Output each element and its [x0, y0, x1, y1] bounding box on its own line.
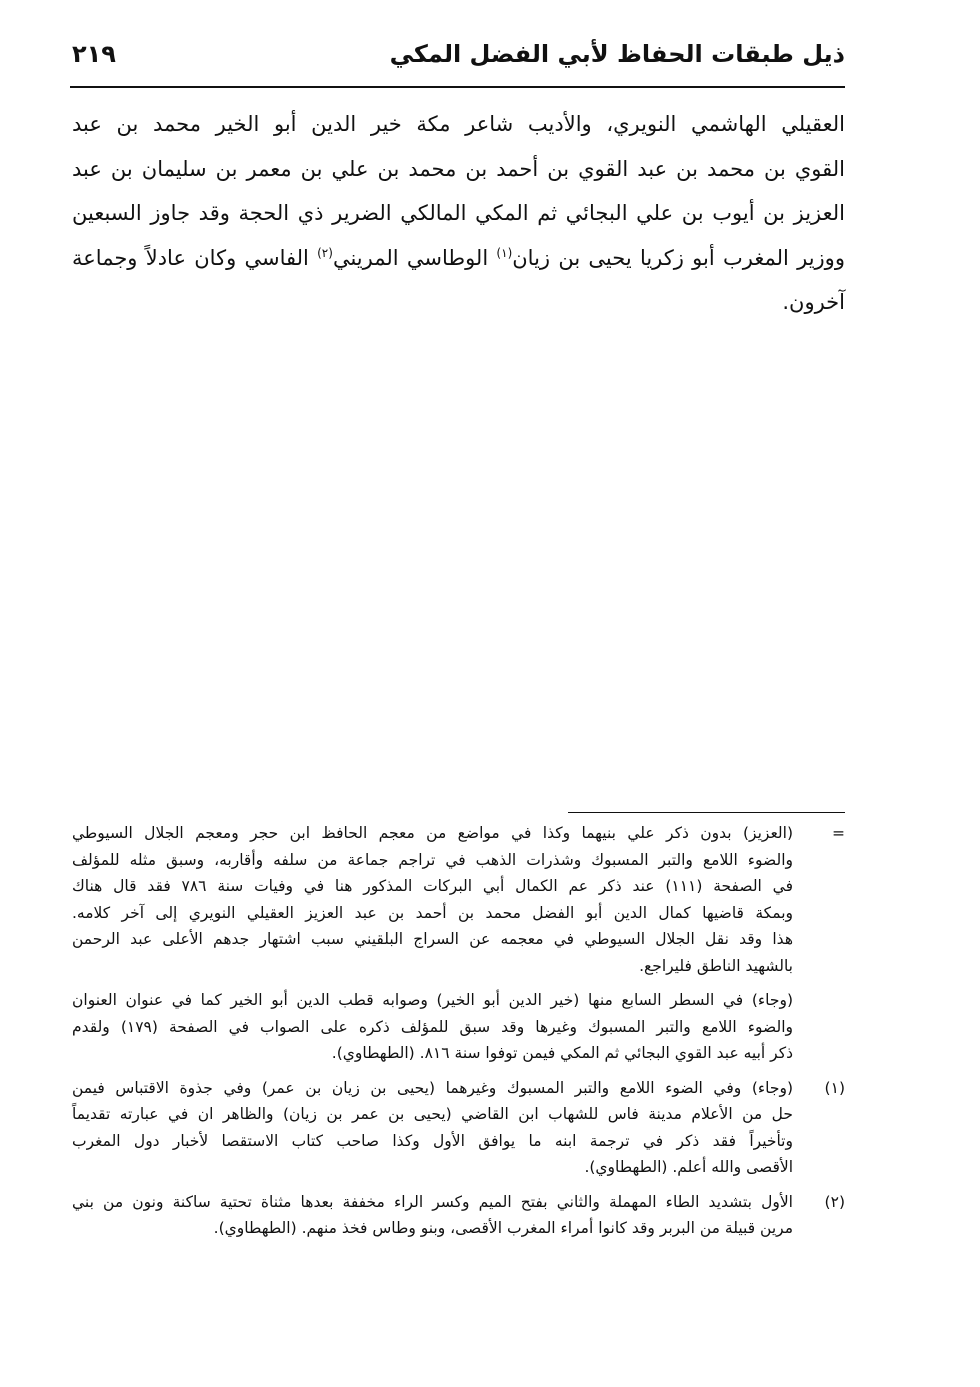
footnote-continued-line-1: (العزيز) بدون ذكر علي بنيهما وكذا في مواضع من معجم الحافظ ابن حجر ومعجم الجلال السيوطي [72, 824, 793, 842]
footnote-continued-line-2: والضوء اللامع والتبر المسبوك وشذرات الذهب في تراجم جماعة من سلفه وأقاربه، وسبق مثله للمؤلف [72, 850, 793, 869]
main-line-1: العقيلي الهاشمي النويري، والأديب شاعر مكة خير الدين أبو الخير محمد بن عبد [72, 112, 845, 136]
running-header [70, 36, 845, 88]
page-number: ٢١٩ [72, 40, 116, 68]
footnote-2 [72, 1189, 845, 1242]
footnote-continued-p2-line-3: ذكر أبيه عبد القوي البجائي ثم المكي فيمن توفوا سنة ٨١٦. (الطهطاوي). [331, 1044, 793, 1062]
footnotes-section [72, 820, 845, 1250]
footnote-continued-paragraph-2 [72, 987, 845, 1067]
main-line-4-part-2: الوطاسي المريني [332, 245, 497, 270]
footnote-1-line-1: (وجاء) وفي الضوء اللامع والتبر المسبوك وغيرهما (يحيى بن زيان بن عمر) وفي جذوة الاقتباس فيمن [72, 1078, 793, 1097]
footnote-continued-line-3: في الصفحة (١١١) عند ذكر عم الكمال أبي البركات المذكور هنا في وفيات سنة ٧٨٦ فقد قال هناك [72, 877, 793, 895]
footnote-reference-1[interactable]: (١) [496, 245, 513, 260]
footnote-2-line-1: الأول بتشديد الطاء المهملة والثاني بفتح الميم وكسر الراء مخففة بعدها مثناة تحتية ساكنة ونون من بني [72, 1192, 793, 1211]
main-line-4-part-3: الفاسي وكان عادلاً وجماعة [72, 245, 318, 270]
footnote-continued [72, 820, 845, 979]
running-title: ذيل طبقات الحفاظ لأبي الفضل المكي [389, 40, 845, 68]
footnote-continued-line-5: هذا وقد نقل الجلال السيوطي في معجمه عن السراج البلقيني سبب اشتهار جدهم الأعلى عبد الرحمن [72, 930, 793, 948]
footnote-1-line-2: حل من الأعلام مدينة فاس للشهاب ابن القاضي (يحيى بن عمر بن زيان) والظاهر ان في عبارته تقديماً [72, 1105, 793, 1123]
main-line-3: العزيز بن أيوب بن علي البجائي ثم المكي المالكي الضرير ذي الحجة وقد جاوز السبعين [72, 201, 845, 225]
continuation-marker: = [832, 824, 845, 842]
footnote-2-marker: (٢) [824, 1192, 845, 1211]
footnote-1 [72, 1075, 845, 1181]
footnote-reference-2[interactable]: (٢) [317, 245, 333, 260]
footnote-1-line-4: الأقصى والله أعلم. (الطهطاوي). [584, 1158, 793, 1176]
footnote-continued-p2-line-2: والضوء اللامع والتبر المسبوك وغيرها وقد سبق للمؤلف ذكره على الصواب في الصفحة (١٧٩) ولقدم [72, 1017, 793, 1036]
footnote-1-marker: (١) [824, 1078, 845, 1097]
main-line-4-part-1: ووزير المغرب أبو زكريا يحيى بن زيان [512, 245, 845, 270]
footnote-separator [568, 812, 845, 813]
footnote-continued-line-6: بالشهيد الناطق فليراجع. [639, 956, 793, 975]
footnote-1-line-3: وتأخيراً فقد ذكر في ترجمة ابنه ما يوافق الأول وكذا صاحب كتاب الاستقصا لأخبار دول المغرب [72, 1131, 793, 1150]
main-line-2: القوي بن محمد بن عبد القوي بن أحمد بن محمد بن علي بن معمر بن سليمان بن عبد [72, 156, 845, 181]
footnote-2-line-2: مرين قبيلة من البربر وقد كانوا أمراء المغرب الأقصى، وبنو وطاس فخذ منهم. (الطهطاوي). [213, 1219, 793, 1237]
main-line-4 [72, 236, 845, 281]
main-line-5: آخرون. [782, 290, 845, 314]
footnote-continued-p2-line-1: (وجاء) في السطر السابع منها (خير الدين أبو الخير) وصوابه قطب الدين أبو الخير كما في عنوان العنوان [72, 991, 793, 1009]
footnote-continued-line-4: وبمكة قاضيها كمال الدين أبو الفضل محمد بن أحمد بن عبد العزيز العقيلي النويري إلى آخر كلامه. [72, 903, 793, 922]
main-text [72, 102, 845, 325]
